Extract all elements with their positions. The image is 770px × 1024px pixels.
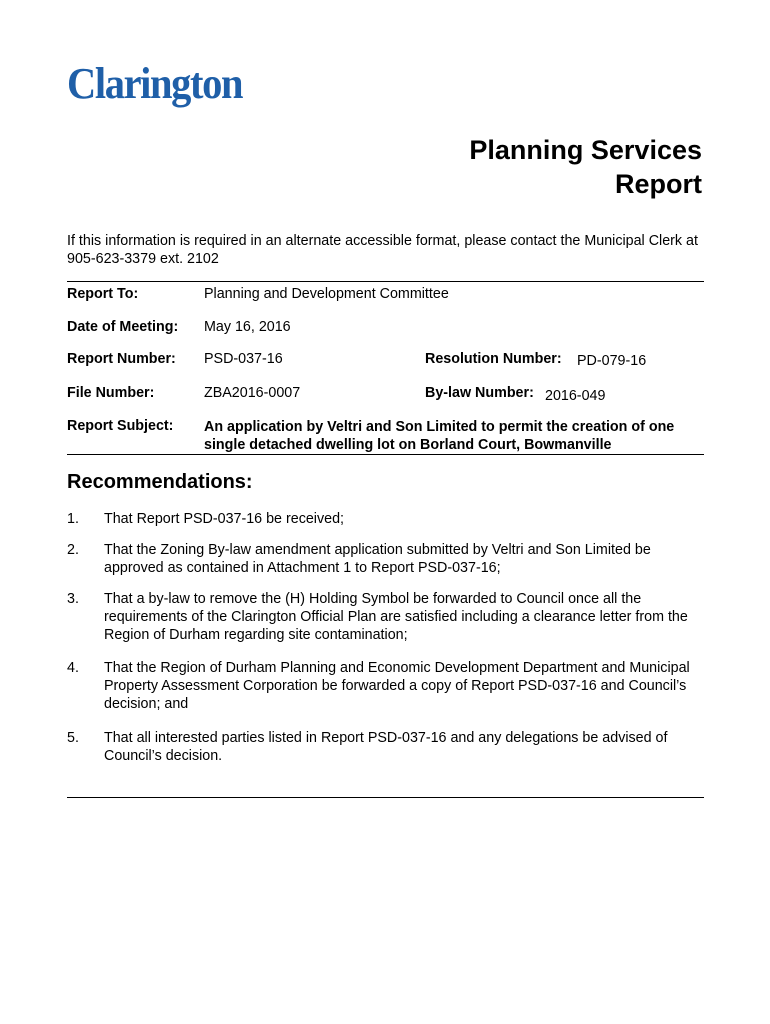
bylaw-number-value: 2016-049 (545, 388, 606, 404)
date-of-meeting-value: May 16, 2016 (204, 319, 291, 335)
report-title (469, 133, 702, 201)
report-number-value: PSD-037-16 (204, 351, 283, 367)
recommendation-number: 1. (67, 511, 79, 527)
recommendation-number: 2. (67, 542, 79, 558)
file-number-value: ZBA2016-0007 (204, 385, 301, 401)
recommendation-text: That a by-law to remove the (H) Holding Symbol be forwarded to Council once all the requirements of the Clarington Official Plan are satisfied including a clearance letter from the Region of Durham regarding site contamination; (104, 591, 688, 643)
clarington-logo: Clarington (67, 59, 243, 108)
date-of-meeting-label: Date of Meeting: (67, 319, 179, 335)
report-to-label: Report To: (67, 286, 139, 302)
report-subject-value: An application by Veltri and Son Limited to permit the creation of one single detached dwelling lot on Borland Court, Bowmanville (204, 419, 675, 453)
header-divider-bottom (67, 454, 704, 455)
report-to-value: Planning and Development Committee (204, 286, 449, 302)
recommendation-text: That the Region of Durham Planning and Economic Development Department and Municipal Property Assessment Corporation be forwarded a copy of Report PSD-037-16 and Council’s decision; and (104, 660, 690, 712)
footer-divider (67, 797, 704, 798)
accessibility-notice: If this information is required in an alternate accessible format, please contact the Municipal Clerk at 905-623-3379 ext. 2102 (67, 233, 698, 267)
file-number-label: File Number: (67, 385, 155, 401)
report-subject-label: Report Subject: (67, 418, 174, 434)
title-line-1: Planning Services (469, 135, 702, 165)
recommendations-heading: Recommendations: (67, 471, 253, 493)
resolution-number-label: Resolution Number: (425, 351, 562, 367)
title-line-2: Report (615, 169, 702, 199)
recommendation-text: That all interested parties listed in Report PSD-037-16 and any delegations be advised of Council’s decision. (104, 730, 668, 764)
recommendation-text: That the Zoning By-law amendment application submitted by Veltri and Son Limited be approved as contained in Attachment 1 to Report PSD-037-16; (104, 542, 651, 576)
report-number-label: Report Number: (67, 351, 176, 367)
bylaw-number-label: By-law Number: (425, 385, 534, 401)
resolution-number-value: PD-079-16 (577, 353, 647, 369)
recommendation-text: That Report PSD-037-16 be received; (104, 511, 344, 527)
recommendation-number: 5. (67, 730, 79, 746)
header-divider-top (67, 281, 704, 282)
recommendation-number: 3. (67, 591, 79, 607)
recommendation-number: 4. (67, 660, 79, 676)
